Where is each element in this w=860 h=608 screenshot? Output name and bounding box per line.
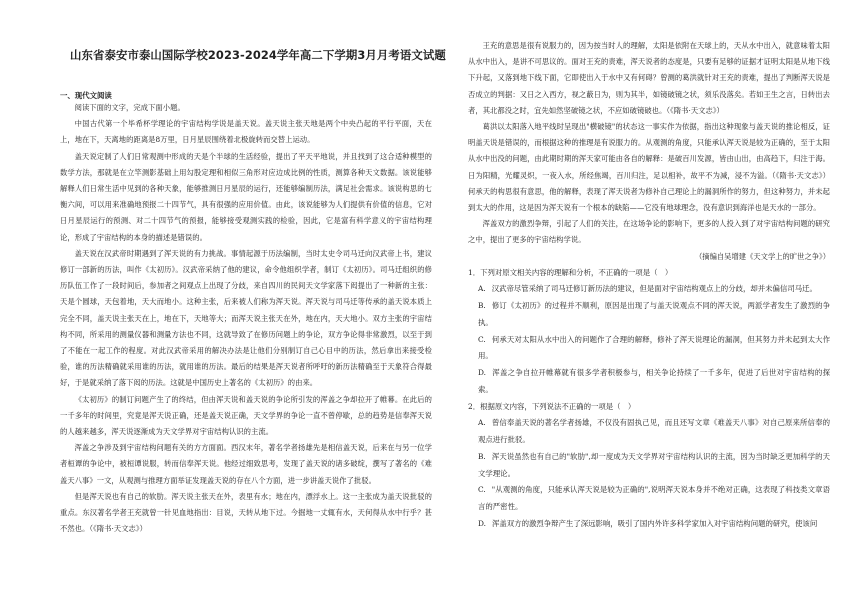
passage-paragraph: 浑盖双方的激烈争辩，引起了人们的关注，在这场争论的影响下，更多的人投入到了对宇宙结构问题的研究之中，提出了更多的宇宙结构学说。 [468,219,830,245]
answer-option[interactable] [468,415,830,449]
answer-option[interactable] [468,365,830,399]
right-column [468,38,830,533]
passage-paragraph: 盖天说在汉武帝时期遇到了浑天说的有力挑战。事情起源于历法编制，当时太史令司马迁向汉武帝上书，建议修订一部新的历法，叫作《太初历》。汉武帝采纳了他的建议，命令他组织学者，制订《太初历》。司马迁组织的修历队伍工作了一段时间后，参加者之间观点上出现了分歧，来自四川的民间天文学家落下闳提出了一种新的主张：天是个圆球，天包着地，天大而地小。这种主张，后来被人们称为浑天说。浑天说与司马迁等传承的盖天说本质上完全不同，盖天说主张天在上，地在下，天地等大；而浑天说主张天在外，地在内，天大地小。双方主张的宇宙结构不同，所采用的测量仪器和测量方法也不同，这就导致了在修历问题上的争论，双方争论得非常激烈，以至于到了不能在一起工作的程度。对此汉武帝采用的解决办法是让他们分别制订自己心目中的历法，然后拿出来接受检验，谁的历法精确就采用谁的历法，就用谁的历法。最后的结果是浑天说者所呼吁的新历法精确至于天象符合得最好，于是就采纳了落下闳的历法。这就是中国历史上著名的《太初历》的由来。 [60,248,432,388]
answer-option[interactable] [468,298,830,332]
option-label: C. [478,334,486,344]
option-text: 浑天说虽然也有自己的"软肋",却一度成为天文学界对宇宙结构认识的主流，因为当时缺乏更加科学的天文学理论。 [478,451,830,478]
option-label: A. [478,284,486,294]
section-heading: 一、现代文阅读 [60,91,112,100]
option-label: B. [478,300,486,310]
question-2 [468,399,830,533]
answer-option[interactable] [468,482,830,516]
answer-option[interactable] [468,449,830,483]
passage-paragraph: 王充的意思是很有说服力的，因为按当时人的理解，太阳是依附在天球上的，天从水中出入，就意味着太阳从水中出入，是讲不可思议的。面对王充的责难，浑天说者的态度是，只要有足够的证据才证明太阳是从地下线下升起，又落到地下线下面，它即使出入于水中又有何碍？曾测的葛洪就针对王充的责难，提出了判断浑天说是否成立的判据：又日之入西方，视之蔽日为，则为其半，如镜破镜之状，须乐没落矣。若如王生之言，日转出去者，其北都没之时，宜先如然坚破镜之状，不应如破镜破也。（《隋书·天文志》） [468,41,830,115]
option-label: A. [478,418,486,428]
passage-paragraph: 中国古代第一个毕希杯学理论的宇宙结构学说是盖天说。盖天说主张天地是两个中央凸起的平行平面，天在上，地在下，天离地的距离是8万里，日月星辰围绕着北极旋转而交替上运动。 [60,119,432,145]
passage-paragraph: 但是浑天说也有自己的软肋。浑天说主张天在外，表里有水；地在内，漂浮水上。这一主张成为盖天说批驳的重点。东汉著名学者王充就曾一针见血地指出：目说，天转从地下过。今掘地一丈辄有水，天何得从水中行乎？甚不然也。（《隋书·天文志》） [60,491,432,534]
passage-paragraph: 盖天说定制了人们日常观测中形成的天是个半球的生活经验，提出了平天平地说，并且找到了这合适种模型的数学方法，那就是在立竿测影基础上用勾股定理和相似三角形对应边成比例的性质，测算各种天文数据。该说能够解释人们日常生活中见到的各种天象，能够推测日月星辰的运行，还能够编制历法，满足社会需求。该说构思的七衡六间，可以用来准确地预报二十四节气，具有很强的应用价值。由此，该说能够为人们提供有价值的信息，它对日月星辰运行的预测、对二十四节气的预报，能够接受观测实践的检验，因此，它是富有科学意义的宇宙结构理论，形成了宇宙结构的本身的描述是错误的。 [60,151,432,242]
option-label: C. [478,485,486,495]
option-label: D. [478,368,487,378]
option-text: "从观测的角度，只能承认浑天说是较为正确的",说明浑天说本身并不绝对正确，这表现了科技类文章语言的严密性。 [478,485,830,512]
passage-paragraph: 浑盖之争涉及到宇宙结构问题有关的方方面面。西汉末年，著名学者扬雄先是相信盖天说，后来在与另一位学者桓谭的争论中，被桓谭说服，转而信奉浑天说。他经过细致思考，发现了盖天说的诸多破绽，撰写了著名的《难盖天八事》一文，从观测与推理方面举证发现盖天说的存在八个方面，进一步讲盖天说作了批驳。 [60,443,432,485]
passage-paragraph: 葛洪以太阳落入地平线时呈现出"横破镜"的状态这一事实作为依据，指出这种现象与盖天说的推论相反，证明盖天说是错误的，而根据这种的推理是有说服力的。从观测的角度，只能承认浑天说是较为正确的，至于太阳从水中出没的问题，由此期时期的浑天家可能由各自的解释：是破百川发源，皆由山出，由高趋下，归注于海。日为阳精，光耀灵炽，一夜入水，所经焦竭，百川归注，足以相补，故平不为减，浸不为溢。（《隋书·天文志》）何承天的构思很有意思，他的解释，表现了浑天说者为修补自己理论上的漏洞所作的努力，但这种努力，并未起到太大的作用，这是因为浑天说有一个根本的缺陷——它没有地球理念，没有意识到海洋也是天水的一部分。 [468,122,830,213]
question-stem: 1．下列对原文相关内容的理解和分析，不正确的一项是（ ） [468,267,673,277]
answer-option[interactable] [468,516,830,533]
page-title: 山东省泰安市泰山国际学校2023-2024学年高二下学期3月月考语文试题 [70,48,446,62]
option-text: 何承天对太阳从水中出入的问题作了合理的解释，修补了浑天说理论的漏洞，但其努力并未起到太大作用。 [478,334,830,361]
source-note: （摘编自吴增建《天文学上的旷世之争》） [695,251,830,261]
option-text: 修订《太初历》的过程并不顺利，原因是出现了与盖天说观点不同的浑天说，两派学者发生了激烈的争执。 [478,300,830,327]
left-column [60,100,432,537]
option-label: B. [478,451,486,461]
question-1 [468,265,830,399]
option-text: 汉武帝尽管采纳了司马迁修订新历法的建议，但是面对宇宙结构观点上的分歧，却并未偏信司马迁。 [491,284,817,294]
option-text: 浑盖之争自拉开帷幕就有很多学者积极参与，相关争论持续了一千多年，促进了后世对宇宙结构的探索。 [478,368,830,394]
option-label: D. [478,519,487,528]
question-stem: 2．根据原文内容，下列说法不正确的一项是（ ） [468,401,636,411]
option-text: 浑盖双方的激烈争辩产生了深远影响，吸引了国内外许多科学家加入对宇宙结构问题的研究，使该问 [492,519,818,528]
answer-option[interactable] [468,332,830,366]
option-text: 曾信奉盖天说的著名学者扬雄，不仅没有固执己见，而且还写文章《难盖天八事》对自己原来所信奉的观点进行批驳。 [478,418,830,445]
answer-option[interactable] [468,281,830,298]
instruction-text: 阅读下面的文字，完成下面小题。 [74,103,185,112]
passage-paragraph: 《太初历》的制订问题产生了的终结，但由浑天说和盖天说的争论所引发的浑盖之争却拉开了帷幕。在此后的一千多年的时间里，究竟是浑天说正确，还是盖天说正确，天文学界的争论一直不曾停歇，总的趋势是信奉浑天说的人越来越多，浑天说逐渐成为天文学界对宇宙结构认识的主流。 [60,394,432,437]
